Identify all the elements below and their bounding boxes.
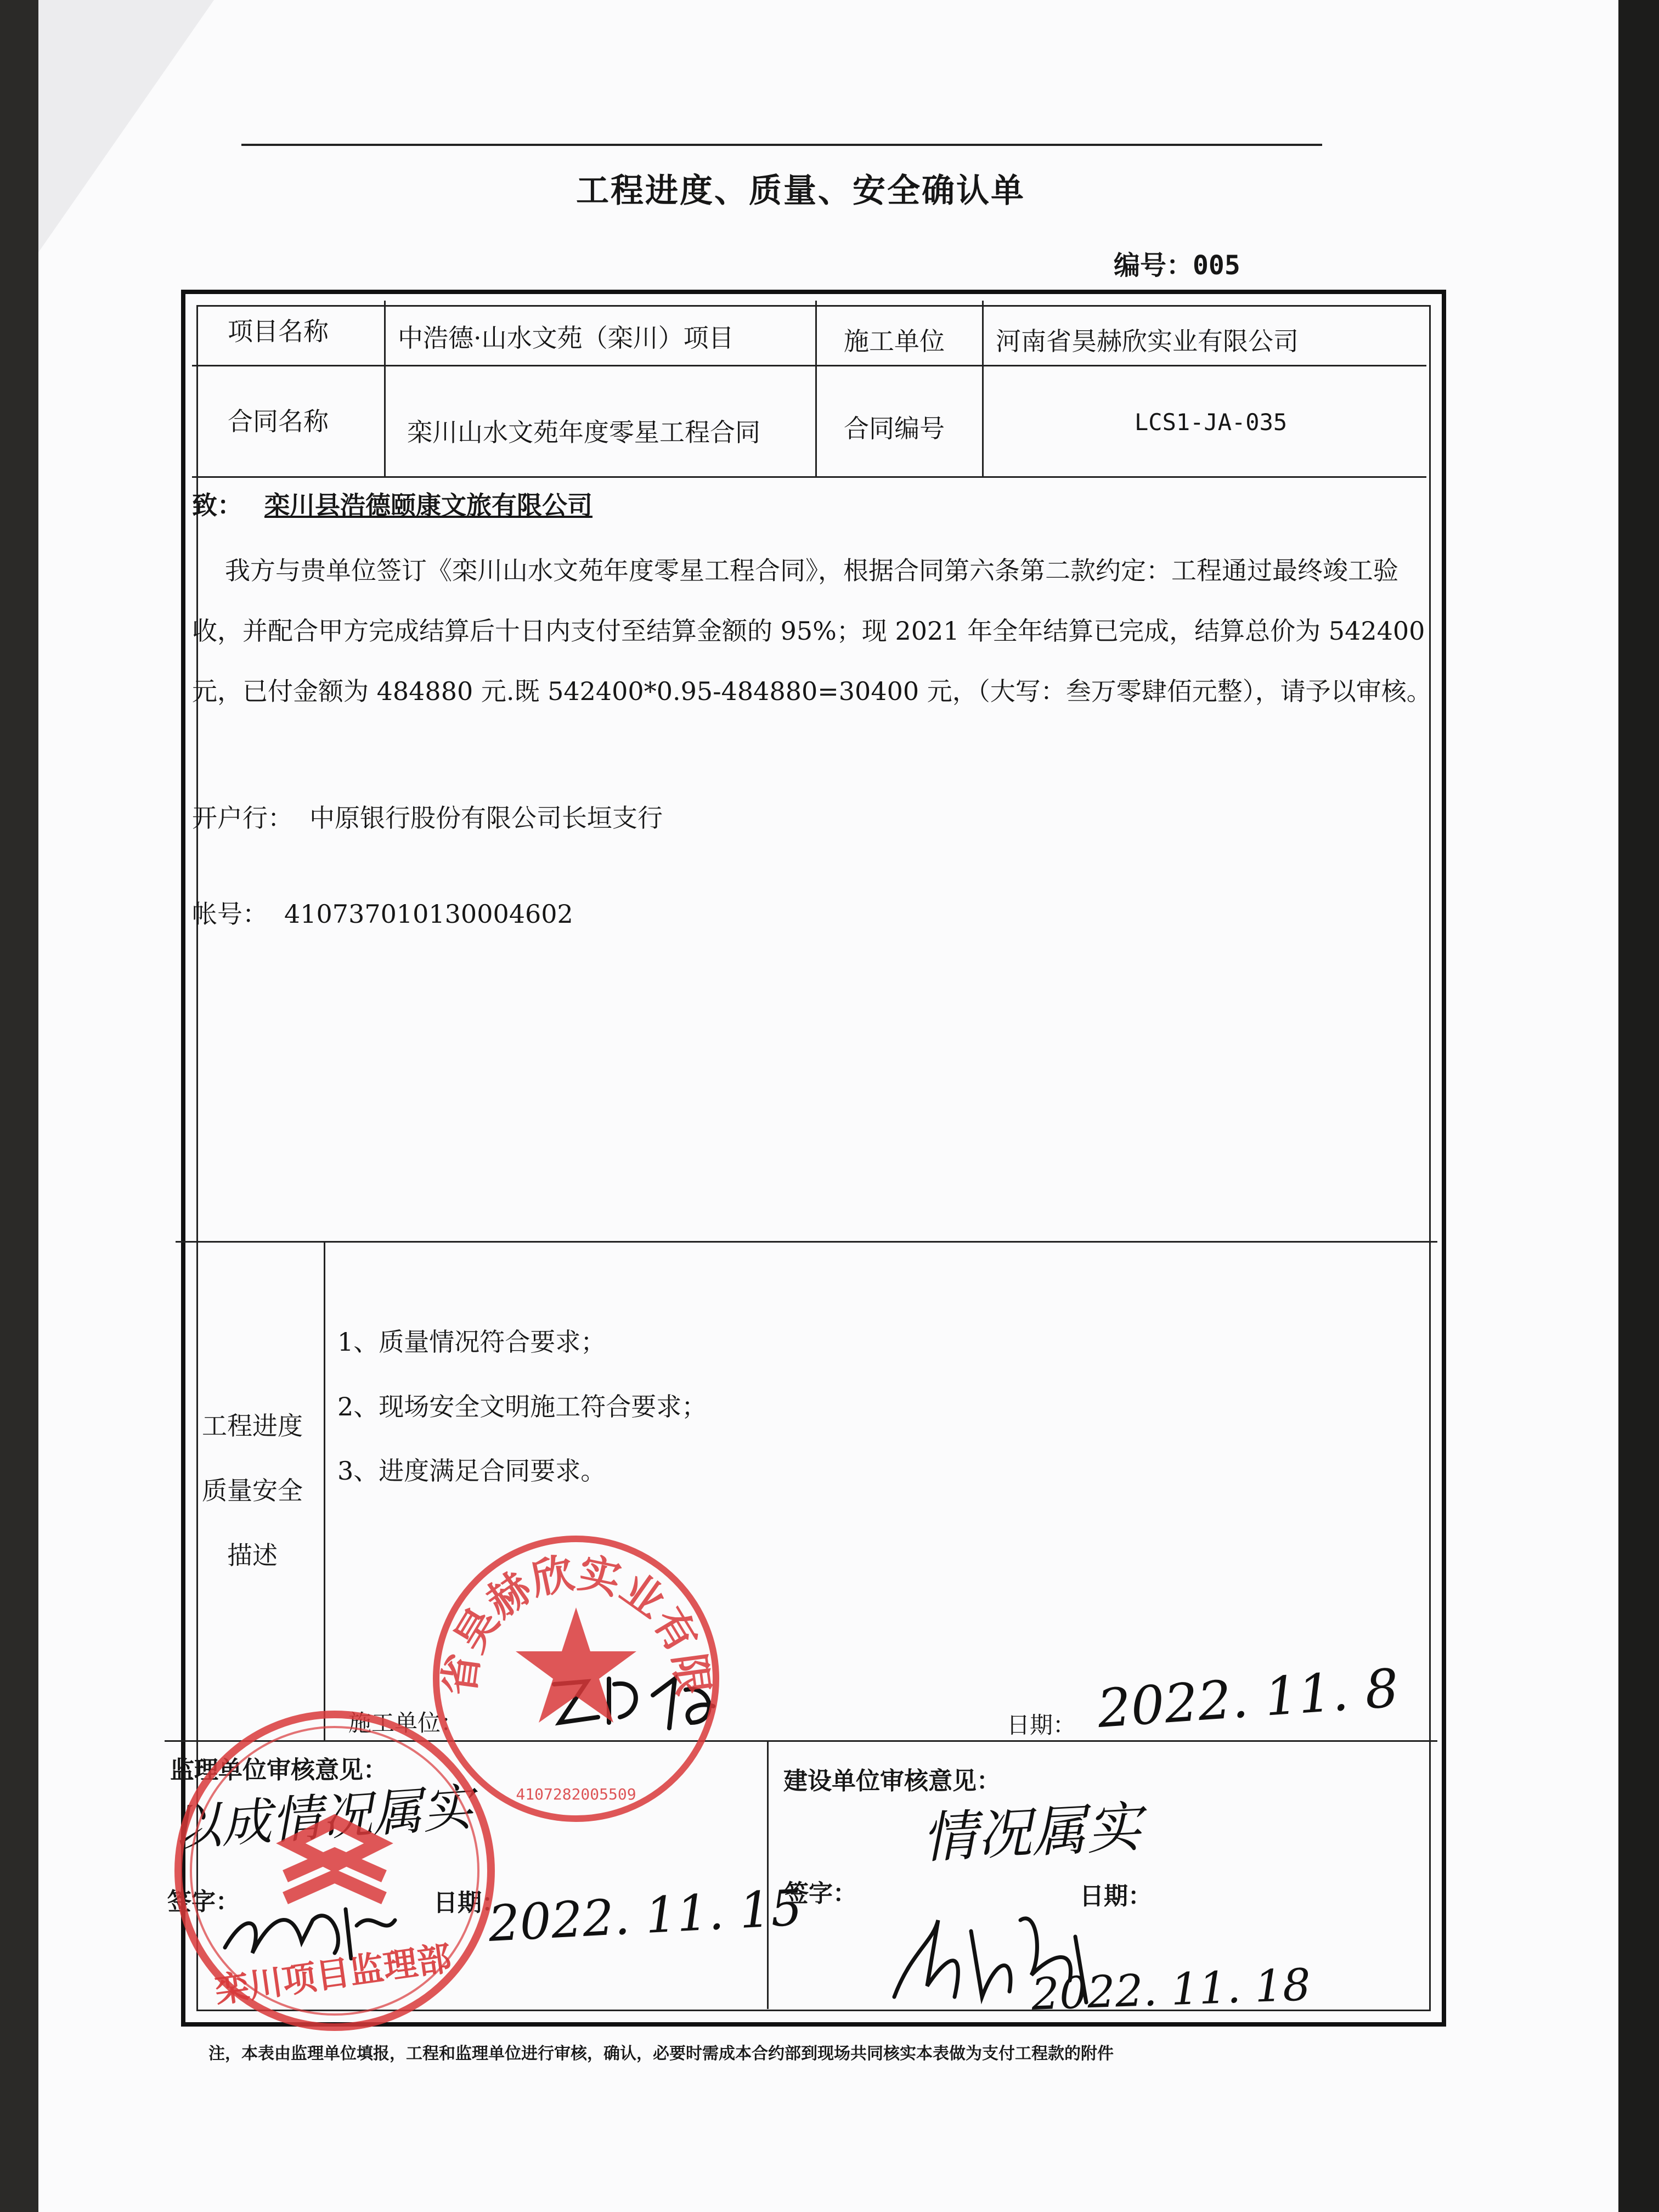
desc-item-2: 2、现场安全文明施工符合要求； xyxy=(337,1392,707,1421)
owner-opinion-label: 建设单位审核意见： xyxy=(783,1767,1001,1795)
owner-date-label: 日期： xyxy=(1080,1882,1152,1910)
supervisor-sign-label: 签字： xyxy=(167,1888,240,1916)
account-value: 410737010130004602 xyxy=(284,899,573,929)
row-divider-1 xyxy=(192,365,1426,366)
col-divider-2 xyxy=(815,301,817,476)
desc-item-1: 1、质量情况符合要求； xyxy=(337,1327,606,1357)
footer-note: 注，本表由监理单位填报，工程和监理单位进行审核，确认，必要时需成本合约部到现场共同核实本表做为支付工程款的附件 xyxy=(208,2044,1114,2063)
desc-label-line-3: 描述 xyxy=(227,1541,278,1570)
col-divider-1 xyxy=(384,301,386,476)
supervisor-stamp-text: 栾川项目监理部 xyxy=(212,1938,454,2011)
supervisor-date: 2022. 11. 15 xyxy=(487,1879,804,1953)
owner-sign-label: 签字： xyxy=(785,1880,857,1908)
desc-label-line-1: 工程进度 xyxy=(202,1411,303,1441)
contractor-stamp-text: 省昊赫欣实业有限 xyxy=(434,1548,718,1699)
desc-item-3: 3、进度满足合同要求。 xyxy=(337,1456,606,1486)
owner-date: 2022. 11. 18 xyxy=(1030,1959,1312,2020)
request-body: 我方与贵单位签订《栾川山水文苑年度零星工程合同》，根据合同第六条第二款约定：工程通过最终竣工验收，并配合甲方完成结算后十日内支付至结算金额的 95%；现 2021 年全年结算已完成，结算总价为 542400 元，已付金额为 484880 元.既 542400*0.95-484880=30400 元，（大写：叁万零肆佰元整），请予以审核。 xyxy=(192,556,1432,706)
addressee-label: 致： xyxy=(192,490,242,520)
contractor-stamp-number: 4107282005509 xyxy=(516,1785,636,1803)
bank-value: 中原银行股份有限公司长垣支行 xyxy=(309,803,663,833)
contractor-sign-label: 施工单位： xyxy=(348,1709,464,1736)
supervisor-stamp-svg xyxy=(165,1701,505,2041)
desc-col-divider xyxy=(324,1241,325,1740)
account-line xyxy=(192,894,573,930)
folded-page-corner xyxy=(38,0,214,252)
serial-value: 005 xyxy=(1193,250,1240,281)
contractor-date-label: 日期： xyxy=(1007,1712,1076,1739)
bank-label: 开户行： xyxy=(192,803,293,833)
owner-opinion: 情况属实 xyxy=(920,1795,1143,1871)
contract-no-label: 合同编号 xyxy=(844,414,945,443)
supervisor-opinion-label: 监理单位审核意见： xyxy=(170,1756,387,1784)
contract-name-value: 栾川山水文苑年度零星工程合同 xyxy=(407,417,760,447)
contract-no-value: LCS1-JA-035 xyxy=(1135,409,1288,436)
contractor-value: 河南省昊赫欣实业有限公司 xyxy=(996,326,1299,356)
account-label: 帐号： xyxy=(192,899,268,929)
supervisor-opinion: 以成情况属实 xyxy=(168,1778,475,1858)
bank-line xyxy=(192,798,663,834)
addressee xyxy=(192,486,592,522)
approval-col-divider xyxy=(767,1740,769,2009)
row-divider-3 xyxy=(176,1241,1437,1243)
project-name-value: 中浩德·山水文苑（栾川）项目 xyxy=(398,323,734,353)
contractor-label: 施工单位 xyxy=(844,326,945,356)
desc-label-line-2: 质量安全 xyxy=(202,1476,303,1505)
supervisor-date-label: 日期： xyxy=(433,1889,506,1917)
serial-label: 编号： xyxy=(1114,250,1193,281)
contract-name-label: 合同名称 xyxy=(228,407,329,436)
document-title: 工程进度、质量、安全确认单 xyxy=(576,172,1025,210)
background-edge xyxy=(1618,0,1659,2212)
contractor-date: 2022. 11. 8 xyxy=(1095,1657,1401,1740)
addressee-value: 栾川县浩德颐康文旅有限公司 xyxy=(264,490,592,520)
row-divider-2 xyxy=(192,476,1426,478)
serial-number xyxy=(1114,244,1240,282)
description-label xyxy=(181,1393,324,1588)
top-rule xyxy=(241,144,1322,146)
project-name-label: 项目名称 xyxy=(228,317,329,346)
supervisor-project-stamp xyxy=(165,1701,505,2043)
col-divider-3 xyxy=(982,301,984,476)
